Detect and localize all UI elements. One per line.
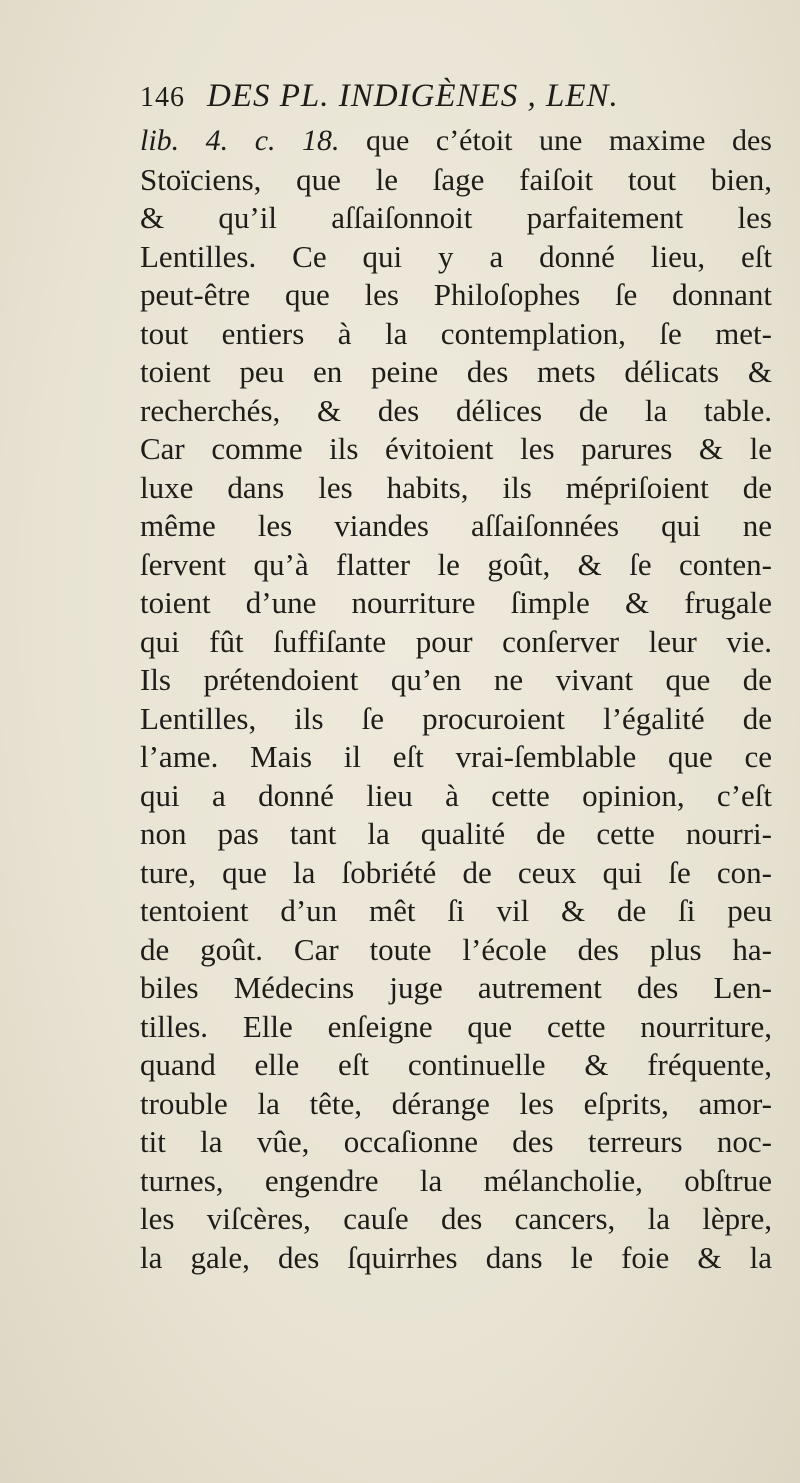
page-number: 146 [140,82,185,113]
text-line: même les viandes aſſaiſonnées qui ne [140,508,772,543]
text-line: luxe dans les habits, ils mépriſoient de [140,469,772,505]
text-line: de goût. Car toute l’école des plus ha- [140,931,772,967]
text-line: Lentilles. Ce qui y a donné lieu, eſt [140,238,772,274]
text-line: qui fût ſuffiſante pour conſerver leur vie. [140,623,772,659]
text-line: Stoïciens, que le ſage faiſoit tout bien, [140,161,772,197]
running-title: DES PL. INDIGÈNES , LEN. [207,78,619,114]
text-line: toient d’une nourriture ſimple & frugale [140,585,772,620]
text-line [140,122,772,161]
text-line: toient peu en peine des mets délicats & [140,354,772,389]
text-line: ture, que la ſobriété de ceux qui ſe con- [140,854,772,890]
text-line: Car comme ils évitoient les parures & le [140,431,772,466]
text-line: quand elle eſt continuelle & fréquente, [140,1047,772,1082]
text-line: biles Médecins juge autrement des Len- [140,970,772,1005]
body-text [140,122,780,1277]
text-line: recherchés, & des délices de la table. [140,392,772,428]
text-line: ſervent qu’à flatter le goût, & ſe conten- [140,546,772,582]
text-line-rest: que c’étoit une maxime des [339,124,772,157]
running-head [140,78,720,128]
source-reference: lib. 4. c. 18. [140,124,340,157]
text-line: l’ame. Mais il eſt vrai-ſemblable que ce [140,739,772,774]
text-line: trouble la tête, dérange les eſprits, amor- [140,1085,772,1121]
text-line: tilles. Elle enſeigne que cette nourriture, [140,1008,772,1044]
text-line: Ils prétendoient qu’en ne vivant que de [140,662,772,697]
text-line: & qu’il aſſaiſonnoit parfaitement les [140,200,772,235]
text-line: tentoient d’un mêt ſi vil & de ſi peu [140,893,772,928]
text-line: peut-être que les Philoſophes ſe donnant [140,277,772,312]
text-line: tout entiers à la contemplation, ſe met- [140,315,772,351]
text-line: les viſcères, cauſe des cancers, la lèpre, [140,1201,772,1236]
text-line: non pas tant la qualité de cette nourri- [140,816,772,851]
text-line: tit la vûe, occaſionne des terreurs noc- [140,1124,772,1159]
text-line: la gale, des ſquirrhes dans le foie & la [140,1239,772,1275]
text-line: qui a donné lieu à cette opinion, c’eſt [140,777,772,813]
text-line: turnes, engendre la mélancholie, obſtrue [140,1162,772,1198]
text-line: Lentilles, ils ſe procuroient l’égalité de [140,700,772,736]
